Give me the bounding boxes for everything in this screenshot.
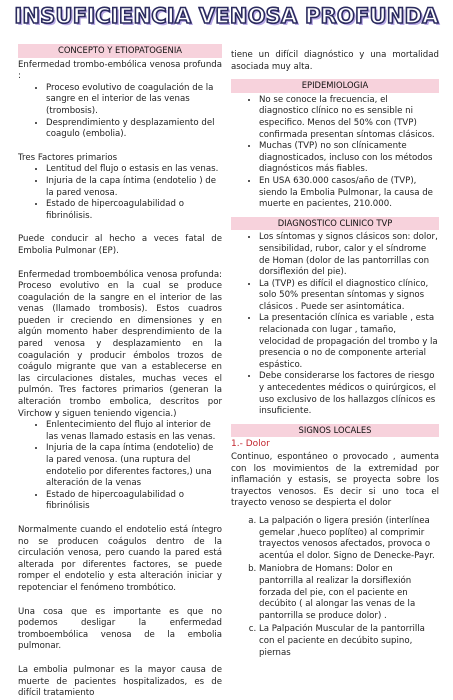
section-header-signos: SIGNOS LOCALES bbox=[231, 424, 439, 438]
list-item: a. La palpación o ligera presión (interlínea gemelar ,hueco poplíteo) al comprimir trayectos venosos afectados, provoca o acentúa el dolor. Signo de Denecke-Payr. bbox=[259, 516, 439, 562]
section-header-diagnostico: DIAGNOSTICO CLINICO TVP bbox=[231, 217, 439, 231]
list-item: • Proceso evolutivo de coagulación de la sangre en el interior de las venas (trombosis). bbox=[46, 83, 222, 118]
list-item: • Debe considerarse los factores de riesgo y antecedentes médicos o quirúrgicos, el uso exclusivo de los hallazgos clínicos es insuficiente. bbox=[259, 371, 439, 417]
factors-list bbox=[18, 164, 222, 222]
list-item: • Injuria de la capa íntima (endotelio) de la pared venosa. (una ruptura del endotelio por diferentes factores,) una alteración de la venas bbox=[46, 443, 222, 489]
list-item: b. Maniobra de Homans: Dolor en pantorrilla al realizar la dorsiflexión forzada del pie, con el paciente en decúbito ( al alongar las venas de la pantorrilla se produce dolor) . bbox=[259, 564, 439, 622]
paragraph: La embolia pulmonar es la mayor causa de muerte de pacientes hospitalizados, es de difícil tratamiento bbox=[18, 664, 222, 699]
list-item: • Estado de hipercoagulabilidad o fibrinólisis bbox=[46, 490, 222, 513]
list-item: • Enlentecimiento del flujo al interior de las venas llamado estasis en las venas. bbox=[46, 420, 222, 443]
list-item: • La (TVP) es difícil el diagnostico clínico, solo 50% presentan síntomas y signos clásicos . Puede ser asintomática. bbox=[259, 279, 439, 314]
list-item: • Desprendimiento y desplazamiento del coagulo (embolia). bbox=[46, 118, 222, 141]
section-header-epidemiologia: EPIDEMIOLOGIA bbox=[231, 79, 439, 93]
paragraph: Enfermedad tromboembólica venosa profunda: Proceso evolutivo en la cual se produce coagulación de la sangre en el interior de las venas (llamado trombosis). Estos cuadros pueden ir creciendo en dimensiones y en algún momento haber desprendimiento de la pared venosa y desplazamiento en la coagulación y producir émbolos trozos de coágulo migrante que van a establecerse en las circulaciones distales, muchas veces el pulmón. Tres factores primarios (generan la alteración trombo embolica, descritos por Virchow y siguen teniendo vigencia.) bbox=[18, 269, 222, 419]
definition-list bbox=[18, 83, 222, 141]
subheading-dolor: 1.- Dolor bbox=[231, 439, 270, 450]
left-column bbox=[18, 44, 222, 700]
list-item: • No se conoce la frecuencia, el diagnostico clínico no es sensible ni especifico. Menos del 50% con (TVP) confirmada presentan síntomas clásicos. bbox=[259, 95, 439, 141]
right-column bbox=[231, 20, 439, 661]
paragraph: Puede conducir al hecho a veces fatal de Embolia Pulmonar (EP). bbox=[18, 234, 222, 256]
diagnosis-list bbox=[231, 232, 439, 418]
intro-text: Enfermedad trombo-embólica venosa profunda : bbox=[18, 59, 222, 82]
list-item: • En USA 630.000 casos/año de (TVP), siendo la Embolia Pulmonar, la causa de muerte en pacientes, 210.000. bbox=[259, 176, 439, 211]
paragraph: Continuo, espontáneo o provocado , aumenta con los movimientos de la extremidad por inflamación y estasis, se proyecta sobre los trayectos venosos. Es decir si uno toca el trayecto venoso se despierta el dolor bbox=[231, 452, 439, 509]
list-item: c. La Palpación Muscular de la pantorrilla con el paciente en decúbito supino, piernas bbox=[259, 624, 439, 659]
paragraph: Una cosa que es importante es que no podemos desligar la enfermedad tromboembólica venosa de la embolia pulmonar. bbox=[18, 606, 222, 652]
section-header-concepto: CONCEPTO Y ETIOPATOGENIA bbox=[18, 44, 222, 58]
list-item: • Lentitud del flujo o estasis en las venas. bbox=[46, 164, 222, 176]
list-item: • Muchas (TVP) no son clínicamente diagnosticados, incluso con los métodos diagnósticos más fiables. bbox=[259, 141, 439, 176]
paragraph: Normalmente cuando el endotelio está íntegro no se producen coágulos dentro de la circulación venosa, pero cuando la pared está alterada por diferentes factores, se puede romper el endotelio y esta alteración iniciar y repotenciar el fenómeno trombótico. bbox=[18, 524, 222, 593]
list-item: • Los síntomas y signos clásicos son: dolor, sensibilidad, rubor, calor y el síndrome de Homan (dolor de las pantorrillas con dorsiflexión del pie). bbox=[259, 232, 439, 278]
paragraph-continued: tiene un difícil diagnóstico y una mortalidad asociada muy alta. bbox=[231, 50, 439, 72]
list-item: • Estado de hipercoagulabilidad o fibrinólisis. bbox=[46, 199, 222, 222]
list-item: • Injuria de la capa íntima (endotelio ) de la pared venosa. bbox=[46, 176, 222, 199]
signs-list bbox=[231, 516, 439, 659]
list-item: • La presentación clínica es variable , esta relacionada con lugar , tamaño, velocidad de propagación del trombo y la presencia o no de componente arterial espástico. bbox=[259, 313, 439, 371]
factors-title: Tres Factores primarios bbox=[18, 152, 118, 163]
epidemiology-list bbox=[231, 95, 439, 211]
factors-list-2 bbox=[18, 420, 222, 513]
document-title: INSUFICIENCIA VENOSA PROFUNDA bbox=[14, 4, 439, 28]
